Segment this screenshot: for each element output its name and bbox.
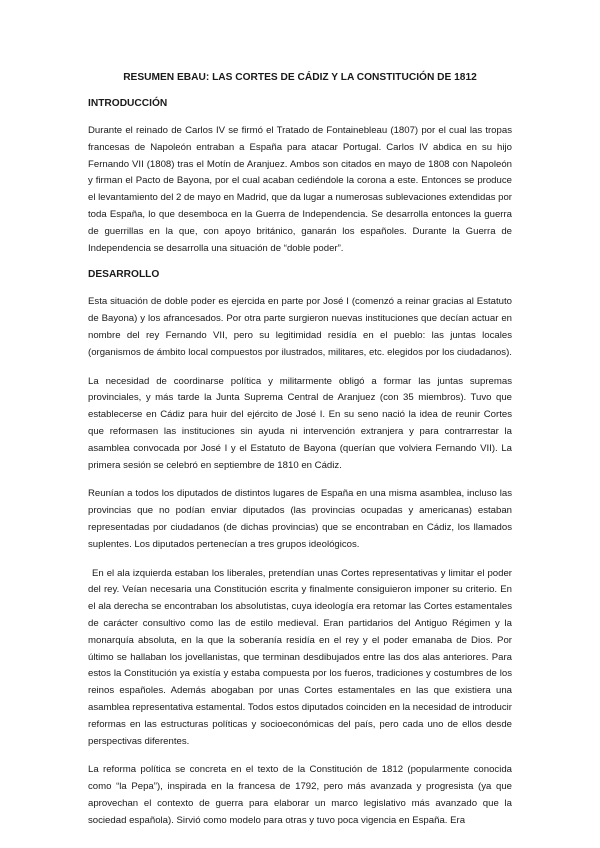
page-title: RESUMEN EBAU: LAS CORTES DE CÁDIZ Y LA CONSTITUCIÓN DE 1812 xyxy=(123,72,477,83)
section-heading-introduccion: INTRODUCCIÓN xyxy=(88,98,168,109)
paragraph-desarrollo-3: Reunían a todos los diputados de distintos lugares de España en una misma asamblea, incluso las provincias que no podían enviar diputados (las provincias ocupadas y americanas) estaban representadas por ciudadanos (de dichas provincias) que se encontraban en Cádiz, los llamados suplentes. Los diputados pertenecían a tres grupos ideológicos. xyxy=(88,488,512,550)
paragraph-desarrollo-5: La reforma política se concreta en el texto de la Constitución de 1812 (popularmente conocida como “la Pepa”), inspirada en la francesa de 1792, pero más avanzada y progresista (ya que aprovechan el contexto de guerra para elaborar un marco legislativo más avanzado que la sociedad española). Sirvió como modelo para otras y tuvo poca vigencia en España. Era xyxy=(88,764,512,826)
paragraph-desarrollo-1: Esta situación de doble poder es ejercida en parte por José I (comenzó a reinar gracias al Estatuto de Bayona) y los afrancesados. Por otra parte surgieron nuevas instituciones que decían actuar en nombre del rey Fernando VII, pero su legitimidad residía en el pueblo: las juntas locales (organismos de ámbito local compuestos por ilustrados, militares, etc. elegidos por los ciudadanos). xyxy=(88,296,512,358)
paragraph-desarrollo-2: La necesidad de coordinarse política y militarmente obligó a formar las juntas supremas provinciales, y más tarde la Junta Suprema Central de Aranjuez (con 35 miembros). Tuvo que establecerse en Cádiz para huir del ejército de José I. En su seno nació la idea de reunir Cortes que reformasen las instituciones sin ayuda ni intervención extranjera y para contrarrestar la asamblea convocada por José I y el Estatuto de Bayona (querían que volviera Fernando VII). La primera sesión se celebró en septiembre de 1810 en Cádiz. xyxy=(88,375,512,471)
section-heading-desarrollo: DESARROLLO xyxy=(88,269,160,281)
paragraph-desarrollo-4: En el ala izquierda estaban los liberales, pretendían unas Cortes representativas y limitar el poder del rey. Veían necesaria una Constitución escrita y finalmente consiguieron imponer su criterio. En el ala derecha se encontraban los absolutistas, cuya ideología era retomar las Cortes estamentales de carácter consultivo como las de estilo medieval. Eran partidarios del Antiguo Régimen y la monarquía absoluta, en la que la soberanía residía en el rey y el poder emanaba de Dios. Por último se hallaban los jovellanistas, que terminan desdibujados entre las dos alas anteriores. Para estos la Constitución ya existía y estaba compuesta por los fueros, tradiciones y costumbres de los reinos españoles. Además abogaban por unas Cortes estamentales en las que existiera una asamblea representativa estamental. Todos estos diputados coinciden en la necesidad de introducir reformas en las estructuras políticas y socioeconómicas del país, pero cada uno de ellos desde perspectivas diferentes. xyxy=(88,567,512,747)
paragraph-intro-1: Durante el reinado de Carlos IV se firmó el Tratado de Fontainebleau (1807) por el cual las tropas francesas de Napoleón entraban a España para atacar Portugal. Carlos IV abdica en su hijo Fernando VII (1808) tras el Motín de Aranjuez. Ambos son citados en mayo de 1808 con Napoleón y firman el Pacto de Bayona, por el cual acaban cediéndole la corona a este. Entonces se produce el levantamiento del 2 de mayo en Madrid, que da lugar a numerosas sublevaciones extendidas por toda España, lo que desemboca en la Guerra de Independencia. Se desarrolla entonces la guerra de guerrillas en la que, con apoyo británico, ganarán los españoles. Durante la Guerra de Independencia se desarrolla una situación de “doble poder”. xyxy=(88,125,512,254)
